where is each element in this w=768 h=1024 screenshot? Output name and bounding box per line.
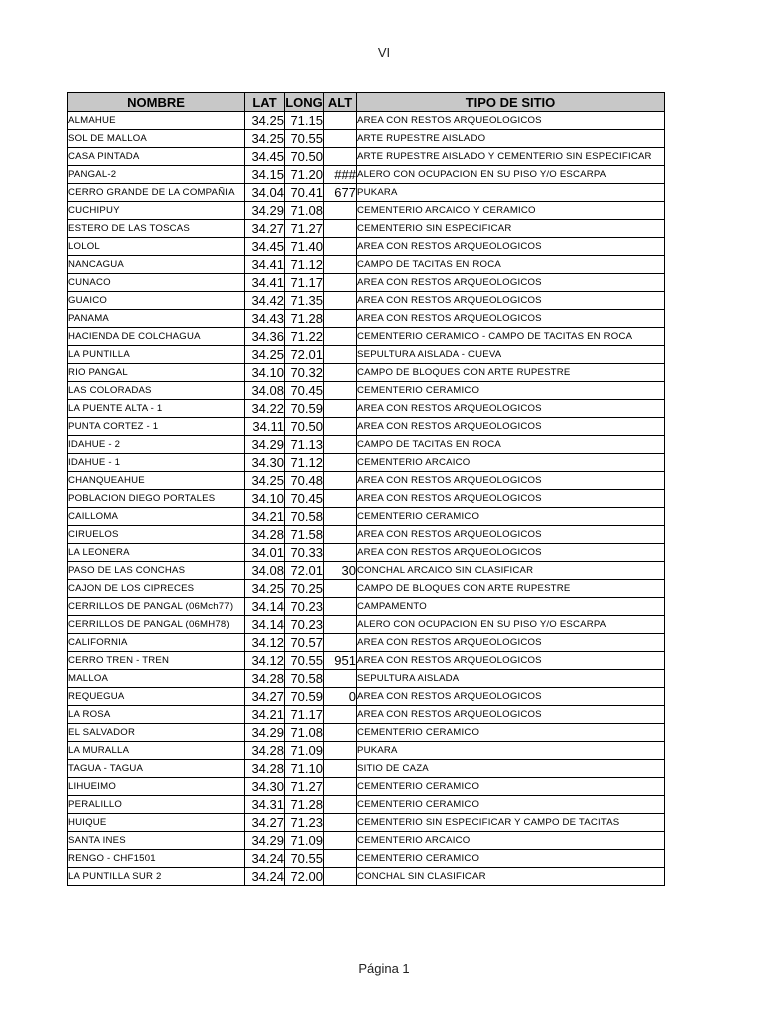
cell-alt (324, 508, 357, 526)
cell-lat: 34.28 (245, 742, 285, 760)
cell-long: 71.35 (285, 292, 324, 310)
cell-long: 71.40 (285, 238, 324, 256)
cell-long: 71.12 (285, 454, 324, 472)
table-row (68, 364, 665, 382)
cell-alt (324, 274, 357, 292)
cell-alt (324, 760, 357, 778)
cell-tipo-de-sitio: AREA CON RESTOS ARQUEOLOGICOS (357, 706, 665, 724)
cell-lat: 34.24 (245, 868, 285, 886)
cell-alt (324, 346, 357, 364)
cell-long: 70.55 (285, 652, 324, 670)
table-row (68, 796, 665, 814)
cell-long: 71.20 (285, 166, 324, 184)
cell-lat: 34.31 (245, 796, 285, 814)
table-row (68, 472, 665, 490)
cell-alt (324, 850, 357, 868)
table-row (68, 346, 665, 364)
cell-lat: 34.25 (245, 112, 285, 130)
table-row (68, 166, 665, 184)
table-row (68, 814, 665, 832)
cell-tipo-de-sitio: AREA CON RESTOS ARQUEOLOGICOS (357, 400, 665, 418)
cell-long: 71.17 (285, 274, 324, 292)
cell-nombre: LA MURALLA (68, 742, 245, 760)
cell-nombre: CERRILLOS DE PANGAL (06Mch77) (68, 598, 245, 616)
cell-alt (324, 796, 357, 814)
cell-alt: ### (324, 166, 357, 184)
table-row (68, 724, 665, 742)
table-row (68, 220, 665, 238)
cell-nombre: SOL DE MALLOA (68, 130, 245, 148)
table-row (68, 706, 665, 724)
cell-alt (324, 724, 357, 742)
cell-alt (324, 436, 357, 454)
column-header-lat: LAT (245, 93, 285, 112)
cell-lat: 34.12 (245, 652, 285, 670)
cell-nombre: LA PUENTE ALTA - 1 (68, 400, 245, 418)
cell-nombre: EL SALVADOR (68, 724, 245, 742)
table-row (68, 256, 665, 274)
cell-alt (324, 598, 357, 616)
cell-nombre: MALLOA (68, 670, 245, 688)
column-header-alt: ALT (324, 93, 357, 112)
table-row (68, 112, 665, 130)
table-row (68, 670, 665, 688)
cell-tipo-de-sitio: CEMENTERIO CERAMICO (357, 724, 665, 742)
cell-nombre: HACIENDA DE COLCHAGUA (68, 328, 245, 346)
cell-long: 70.59 (285, 400, 324, 418)
cell-lat: 34.27 (245, 220, 285, 238)
cell-alt (324, 130, 357, 148)
cell-tipo-de-sitio: CEMENTERIO SIN ESPECIFICAR Y CAMPO DE TACITAS (357, 814, 665, 832)
cell-long: 70.25 (285, 580, 324, 598)
cell-lat: 34.24 (245, 850, 285, 868)
cell-long: 71.12 (285, 256, 324, 274)
cell-long: 71.17 (285, 706, 324, 724)
cell-long: 70.23 (285, 616, 324, 634)
cell-lat: 34.21 (245, 706, 285, 724)
cell-tipo-de-sitio: CEMENTERIO CERAMICO - CAMPO DE TACITAS EN ROCA (357, 328, 665, 346)
cell-lat: 34.21 (245, 508, 285, 526)
cell-long: 70.58 (285, 670, 324, 688)
cell-lat: 34.12 (245, 634, 285, 652)
cell-long: 70.55 (285, 850, 324, 868)
cell-nombre: CERRILLOS DE PANGAL (06MH78) (68, 616, 245, 634)
cell-alt (324, 148, 357, 166)
cell-tipo-de-sitio: CAMPO DE BLOQUES CON ARTE RUPESTRE (357, 580, 665, 598)
table-row (68, 184, 665, 202)
cell-long: 71.27 (285, 778, 324, 796)
cell-alt: 30 (324, 562, 357, 580)
table-row (68, 130, 665, 148)
cell-tipo-de-sitio: SEPULTURA AISLADA - CUEVA (357, 346, 665, 364)
table-row (68, 778, 665, 796)
cell-alt (324, 238, 357, 256)
table-row (68, 580, 665, 598)
cell-lat: 34.10 (245, 364, 285, 382)
table-row (68, 598, 665, 616)
table-row (68, 436, 665, 454)
cell-lat: 34.25 (245, 346, 285, 364)
cell-tipo-de-sitio: CAMPAMENTO (357, 598, 665, 616)
cell-nombre: CERRO GRANDE DE LA COMPAÑIA (68, 184, 245, 202)
cell-nombre: ALMAHUE (68, 112, 245, 130)
cell-nombre: ESTERO DE LAS TOSCAS (68, 220, 245, 238)
cell-lat: 34.27 (245, 688, 285, 706)
cell-long: 71.58 (285, 526, 324, 544)
cell-long: 71.22 (285, 328, 324, 346)
cell-nombre: PANGAL-2 (68, 166, 245, 184)
cell-nombre: HUIQUE (68, 814, 245, 832)
cell-tipo-de-sitio: AREA CON RESTOS ARQUEOLOGICOS (357, 238, 665, 256)
cell-lat: 34.14 (245, 598, 285, 616)
table-row (68, 400, 665, 418)
cell-lat: 34.30 (245, 778, 285, 796)
cell-lat: 34.29 (245, 436, 285, 454)
cell-long: 70.58 (285, 508, 324, 526)
cell-long: 70.48 (285, 472, 324, 490)
cell-long: 71.23 (285, 814, 324, 832)
cell-long: 72.01 (285, 562, 324, 580)
cell-alt: 0 (324, 688, 357, 706)
cell-long: 70.50 (285, 418, 324, 436)
cell-nombre: PASO DE LAS CONCHAS (68, 562, 245, 580)
cell-long: 71.10 (285, 760, 324, 778)
table-row (68, 238, 665, 256)
table-row (68, 382, 665, 400)
cell-alt (324, 310, 357, 328)
cell-lat: 34.08 (245, 382, 285, 400)
cell-lat: 34.10 (245, 490, 285, 508)
cell-lat: 34.41 (245, 274, 285, 292)
cell-alt (324, 220, 357, 238)
cell-long: 71.09 (285, 832, 324, 850)
cell-nombre: POBLACION DIEGO PORTALES (68, 490, 245, 508)
cell-tipo-de-sitio: AREA CON RESTOS ARQUEOLOGICOS (357, 526, 665, 544)
cell-alt (324, 580, 357, 598)
table-row (68, 562, 665, 580)
table-row (68, 328, 665, 346)
cell-nombre: PANAMA (68, 310, 245, 328)
cell-tipo-de-sitio: CEMENTERIO CERAMICO (357, 796, 665, 814)
cell-lat: 34.08 (245, 562, 285, 580)
cell-nombre: LA PUNTILLA SUR 2 (68, 868, 245, 886)
cell-long: 71.08 (285, 202, 324, 220)
cell-long: 72.01 (285, 346, 324, 364)
cell-tipo-de-sitio: CEMENTERIO CERAMICO (357, 508, 665, 526)
cell-lat: 34.29 (245, 724, 285, 742)
table-row (68, 832, 665, 850)
cell-alt (324, 292, 357, 310)
cell-lat: 34.29 (245, 832, 285, 850)
cell-alt (324, 778, 357, 796)
table-row (68, 652, 665, 670)
cell-alt: 951 (324, 652, 357, 670)
cell-nombre: CAILLOMA (68, 508, 245, 526)
cell-alt (324, 814, 357, 832)
cell-nombre: RENGO - CHF1501 (68, 850, 245, 868)
cell-tipo-de-sitio: AREA CON RESTOS ARQUEOLOGICOS (357, 292, 665, 310)
cell-long: 70.59 (285, 688, 324, 706)
page-footer-number: Página 1 (358, 961, 410, 976)
cell-tipo-de-sitio: CEMENTERIO SIN ESPECIFICAR (357, 220, 665, 238)
table-row (68, 508, 665, 526)
cell-tipo-de-sitio: CAMPO DE TACITAS EN ROCA (357, 436, 665, 454)
cell-alt (324, 868, 357, 886)
table-row (68, 634, 665, 652)
cell-lat: 34.22 (245, 400, 285, 418)
cell-long: 70.32 (285, 364, 324, 382)
cell-nombre: LA PUNTILLA (68, 346, 245, 364)
cell-nombre: CERRO TREN - TREN (68, 652, 245, 670)
column-header-tipo-de-sitio: TIPO DE SITIO (357, 93, 665, 112)
cell-tipo-de-sitio: SITIO DE CAZA (357, 760, 665, 778)
cell-lat: 34.04 (245, 184, 285, 202)
cell-lat: 34.27 (245, 814, 285, 832)
cell-lat: 34.28 (245, 526, 285, 544)
cell-lat: 34.25 (245, 580, 285, 598)
cell-long: 71.28 (285, 796, 324, 814)
cell-alt (324, 112, 357, 130)
cell-tipo-de-sitio: AREA CON RESTOS ARQUEOLOGICOS (357, 490, 665, 508)
cell-tipo-de-sitio: CONCHAL SIN CLASIFICAR (357, 868, 665, 886)
table-row (68, 742, 665, 760)
page-header-label: VI (377, 45, 391, 60)
cell-lat: 34.15 (245, 166, 285, 184)
cell-tipo-de-sitio: AREA CON RESTOS ARQUEOLOGICOS (357, 310, 665, 328)
cell-long: 71.13 (285, 436, 324, 454)
cell-alt (324, 256, 357, 274)
cell-long: 70.55 (285, 130, 324, 148)
cell-nombre: CUCHIPUY (68, 202, 245, 220)
table-row (68, 454, 665, 472)
cell-lat: 34.42 (245, 292, 285, 310)
cell-long: 72.00 (285, 868, 324, 886)
table-row (68, 850, 665, 868)
cell-long: 71.15 (285, 112, 324, 130)
cell-alt (324, 634, 357, 652)
cell-tipo-de-sitio: AREA CON RESTOS ARQUEOLOGICOS (357, 544, 665, 562)
cell-tipo-de-sitio: AREA CON RESTOS ARQUEOLOGICOS (357, 274, 665, 292)
cell-nombre: LA LEONERA (68, 544, 245, 562)
table-row (68, 688, 665, 706)
cell-tipo-de-sitio: PUKARA (357, 742, 665, 760)
cell-nombre: IDAHUE - 2 (68, 436, 245, 454)
cell-tipo-de-sitio: CAMPO DE BLOQUES CON ARTE RUPESTRE (357, 364, 665, 382)
cell-long: 71.09 (285, 742, 324, 760)
cell-long: 70.50 (285, 148, 324, 166)
table-row (68, 274, 665, 292)
cell-alt (324, 832, 357, 850)
cell-nombre: CALIFORNIA (68, 634, 245, 652)
cell-alt (324, 328, 357, 346)
cell-alt: 677 (324, 184, 357, 202)
cell-tipo-de-sitio: CEMENTERIO CERAMICO (357, 850, 665, 868)
table-row (68, 544, 665, 562)
cell-alt (324, 706, 357, 724)
cell-tipo-de-sitio: CEMENTERIO CERAMICO (357, 778, 665, 796)
cell-tipo-de-sitio: AREA CON RESTOS ARQUEOLOGICOS (357, 652, 665, 670)
cell-lat: 34.28 (245, 670, 285, 688)
cell-nombre: PUNTA CORTEZ - 1 (68, 418, 245, 436)
cell-nombre: LAS COLORADAS (68, 382, 245, 400)
cell-tipo-de-sitio: AREA CON RESTOS ARQUEOLOGICOS (357, 112, 665, 130)
cell-tipo-de-sitio: SEPULTURA AISLADA (357, 670, 665, 688)
cell-nombre: SANTA INES (68, 832, 245, 850)
cell-tipo-de-sitio: PUKARA (357, 184, 665, 202)
cell-nombre: LOLOL (68, 238, 245, 256)
cell-nombre: GUAICO (68, 292, 245, 310)
cell-long: 71.08 (285, 724, 324, 742)
cell-lat: 34.30 (245, 454, 285, 472)
cell-nombre: TAGUA - TAGUA (68, 760, 245, 778)
cell-nombre: REQUEGUA (68, 688, 245, 706)
cell-tipo-de-sitio: CEMENTERIO ARCAICO (357, 454, 665, 472)
cell-lat: 34.41 (245, 256, 285, 274)
cell-tipo-de-sitio: AREA CON RESTOS ARQUEOLOGICOS (357, 472, 665, 490)
table-row (68, 616, 665, 634)
cell-tipo-de-sitio: AREA CON RESTOS ARQUEOLOGICOS (357, 418, 665, 436)
cell-nombre: LA ROSA (68, 706, 245, 724)
table-row (68, 148, 665, 166)
cell-tipo-de-sitio: ARTE RUPESTRE AISLADO Y CEMENTERIO SIN ESPECIFICAR (357, 148, 665, 166)
cell-nombre: CUNACO (68, 274, 245, 292)
cell-lat: 34.01 (245, 544, 285, 562)
cell-nombre: LIHUEIMO (68, 778, 245, 796)
cell-lat: 34.45 (245, 148, 285, 166)
cell-nombre: NANCAGUA (68, 256, 245, 274)
cell-alt (324, 490, 357, 508)
table-row (68, 202, 665, 220)
cell-long: 70.23 (285, 598, 324, 616)
cell-nombre: CIRUELOS (68, 526, 245, 544)
cell-nombre: IDAHUE - 1 (68, 454, 245, 472)
cell-alt (324, 400, 357, 418)
table-header-row (68, 93, 665, 112)
cell-lat: 34.36 (245, 328, 285, 346)
cell-lat: 34.25 (245, 472, 285, 490)
cell-alt (324, 382, 357, 400)
cell-alt (324, 472, 357, 490)
table-row (68, 418, 665, 436)
cell-long: 70.57 (285, 634, 324, 652)
column-header-long: LONG (285, 94, 323, 110)
cell-tipo-de-sitio: CAMPO DE TACITAS EN ROCA (357, 256, 665, 274)
cell-alt (324, 364, 357, 382)
cell-tipo-de-sitio: CEMENTERIO ARCAICO (357, 832, 665, 850)
cell-lat: 34.25 (245, 130, 285, 148)
cell-lat: 34.45 (245, 238, 285, 256)
column-header-nombre: NOMBRE (68, 93, 245, 112)
archaeological-sites-table (67, 92, 665, 886)
cell-tipo-de-sitio: ALERO CON OCUPACION EN SU PISO Y/O ESCARPA (357, 616, 665, 634)
cell-alt (324, 742, 357, 760)
cell-tipo-de-sitio: CEMENTERIO CERAMICO (357, 382, 665, 400)
table-body (68, 112, 665, 886)
table-row (68, 760, 665, 778)
cell-lat: 34.28 (245, 760, 285, 778)
cell-alt (324, 202, 357, 220)
cell-lat: 34.14 (245, 616, 285, 634)
cell-long: 70.45 (285, 490, 324, 508)
cell-nombre: CASA PINTADA (68, 148, 245, 166)
table-row (68, 490, 665, 508)
table-row (68, 310, 665, 328)
table-row (68, 292, 665, 310)
cell-alt (324, 526, 357, 544)
cell-tipo-de-sitio: AREA CON RESTOS ARQUEOLOGICOS (357, 688, 665, 706)
cell-nombre: CHANQUEAHUE (68, 472, 245, 490)
cell-long: 70.45 (285, 382, 324, 400)
cell-lat: 34.11 (245, 418, 285, 436)
cell-nombre: PERALILLO (68, 796, 245, 814)
cell-lat: 34.29 (245, 202, 285, 220)
cell-long: 71.27 (285, 220, 324, 238)
table-row (68, 868, 665, 886)
cell-tipo-de-sitio: ALERO CON OCUPACION EN SU PISO Y/O ESCARPA (357, 166, 665, 184)
cell-tipo-de-sitio: CONCHAL ARCAICO SIN CLASIFICAR (357, 562, 665, 580)
cell-nombre: RIO PANGAL (68, 364, 245, 382)
cell-alt (324, 670, 357, 688)
cell-alt (324, 418, 357, 436)
cell-long: 70.41 (285, 184, 324, 202)
table-row (68, 526, 665, 544)
cell-tipo-de-sitio: ARTE RUPESTRE AISLADO (357, 130, 665, 148)
cell-lat: 34.43 (245, 310, 285, 328)
cell-long: 70.33 (285, 544, 324, 562)
cell-tipo-de-sitio: AREA CON RESTOS ARQUEOLOGICOS (357, 634, 665, 652)
cell-long: 71.28 (285, 310, 324, 328)
cell-tipo-de-sitio: CEMENTERIO ARCAICO Y CERAMICO (357, 202, 665, 220)
cell-nombre: CAJON DE LOS CIPRECES (68, 580, 245, 598)
cell-alt (324, 616, 357, 634)
cell-alt (324, 544, 357, 562)
cell-alt (324, 454, 357, 472)
